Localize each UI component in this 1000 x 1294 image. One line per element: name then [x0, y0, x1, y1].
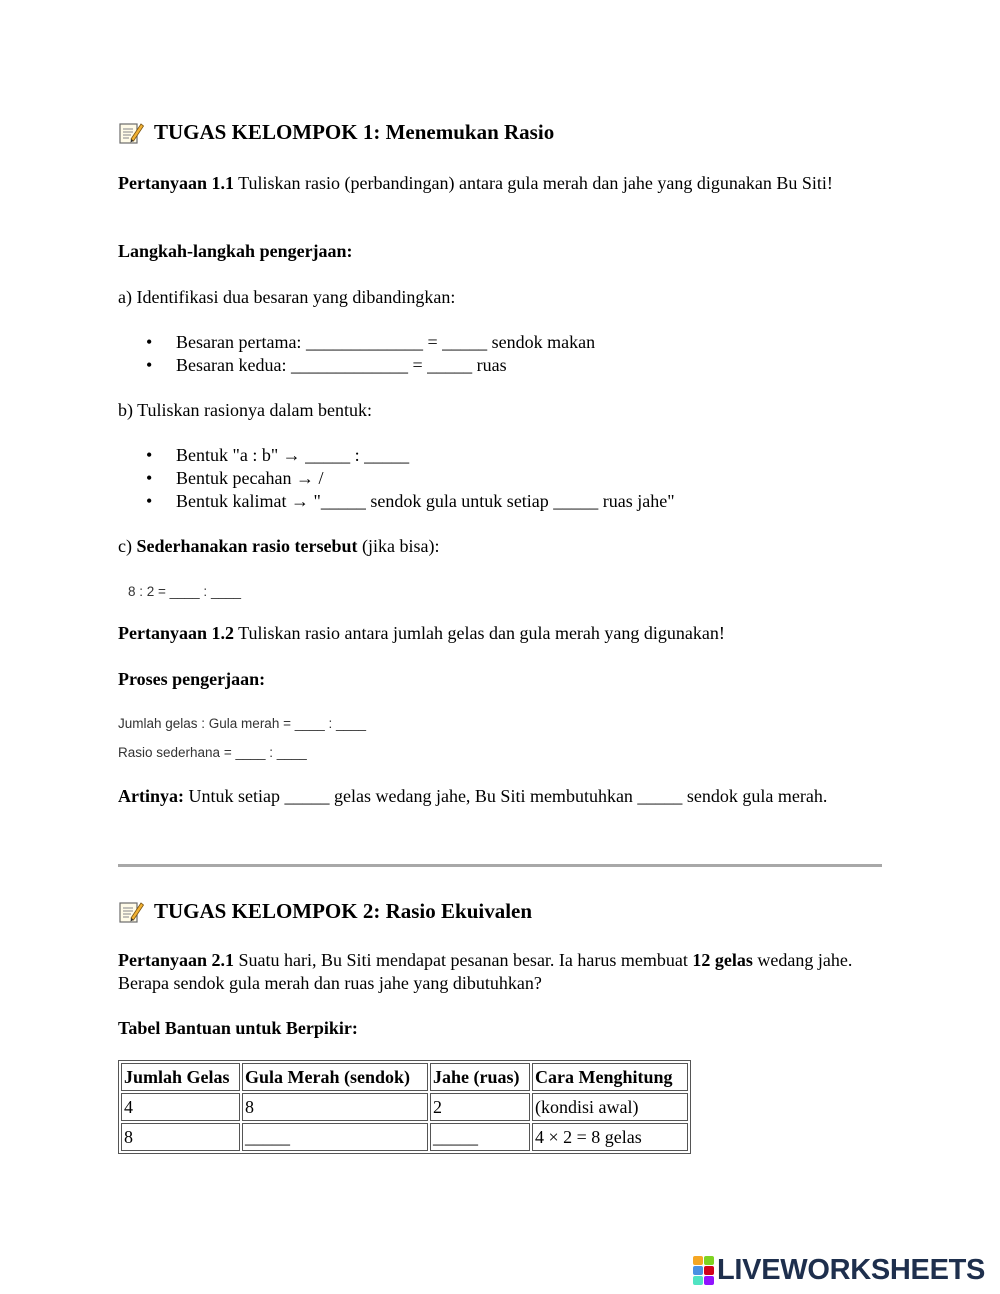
table-cell[interactable]: _____ [242, 1123, 428, 1151]
table-cell: 8 [121, 1123, 240, 1151]
logo-blocks-icon [693, 1256, 714, 1285]
question-2-1-bold: 12 gelas [692, 950, 753, 970]
question-1-1-text: Tuliskan rasio (perbandingan) antara gula merah dan jahe yang digunakan Bu Siti! [234, 173, 833, 193]
table-heading [118, 1017, 358, 1040]
list-item: • Bentuk kalimat → "_____ sendok gula untuk setiap _____ ruas jahe" [176, 490, 675, 513]
meaning-label: Artinya: [118, 786, 184, 806]
table-row [121, 1123, 688, 1151]
meaning-body: Untuk setiap _____ gelas wedang jahe, Bu Siti membutuhkan _____ sendok gula merah. [184, 786, 828, 806]
task2-title: TUGAS KELOMPOK 2: Rasio Ekuivalen [154, 899, 533, 923]
logo-text: LIVEWORKSHEETS [717, 1253, 986, 1286]
memo-icon [118, 121, 144, 145]
process-heading [118, 668, 265, 691]
question-1-2-label: Pertanyaan 1.2 [118, 623, 234, 643]
table-header-cell: Jahe (ruas) [430, 1063, 530, 1091]
help-table [118, 1060, 691, 1154]
table-heading-label: Tabel Bantuan untuk Berpikir: [118, 1018, 358, 1038]
process-line-2: Rasio sederhana = ____ : ____ [118, 745, 307, 760]
section-divider [118, 864, 882, 867]
table-cell[interactable]: _____ [430, 1123, 530, 1151]
list-item: • Bentuk pecahan → / [176, 467, 675, 490]
table-cell: 8 [242, 1093, 428, 1121]
table-header-row [121, 1063, 688, 1091]
meaning-text [118, 785, 858, 808]
steps-heading [118, 240, 353, 263]
step-c-bold: Sederhanakan rasio tersebut [136, 536, 358, 556]
task2-heading [118, 899, 532, 924]
table-cell: (kondisi awal) [532, 1093, 688, 1121]
process-line-1: Jumlah gelas : Gula merah = ____ : ____ [118, 716, 367, 731]
table-header-cell: Cara Menghitung [532, 1063, 688, 1091]
task1-title: TUGAS KELOMPOK 1: Menemukan Rasio [154, 120, 555, 144]
list-item: • Besaran kedua: _____________ = _____ ruas [176, 354, 595, 377]
step-a-list [118, 331, 595, 377]
question-2-1-text-b: wedang jahe. Berapa sendok gula merah dan ruas jahe yang dibutuhkan? [118, 950, 853, 993]
question-1-2-text: Tuliskan rasio antara jumlah gelas dan gula merah yang digunakan! [234, 623, 725, 643]
table-header-cell: Gula Merah (sendok) [242, 1063, 428, 1091]
table-header-cell: Jumlah Gelas [121, 1063, 240, 1091]
memo-icon [118, 900, 144, 924]
liveworksheets-logo [693, 1255, 985, 1285]
steps-heading-label: Langkah-langkah pengerjaan: [118, 241, 353, 261]
step-c-prefix: c) [118, 536, 137, 556]
list-item: • Besaran pertama: _____________ = _____ sendok makan [176, 331, 595, 354]
step-b-list [118, 444, 675, 513]
question-1-1-label: Pertanyaan 1.1 [118, 173, 234, 193]
list-item: • Bentuk "a : b" → _____ : _____ [176, 444, 675, 467]
table-cell: 2 [430, 1093, 530, 1121]
table-cell: 4 × 2 = 8 gelas [532, 1123, 688, 1151]
step-c-suffix: (jika bisa): [357, 536, 440, 556]
step-b: b) Tuliskan rasionya dalam bentuk: [118, 400, 372, 420]
step-c [118, 535, 439, 558]
question-1-2 [118, 622, 878, 645]
question-2-1-label: Pertanyaan 2.1 [118, 950, 234, 970]
process-heading-label: Proses pengerjaan: [118, 669, 266, 689]
question-2-1 [118, 949, 888, 995]
question-1-1 [118, 172, 878, 195]
step-a: a) Identifikasi dua besaran yang dibandingkan: [118, 287, 456, 307]
table-row [121, 1093, 688, 1121]
table-cell: 4 [121, 1093, 240, 1121]
question-2-1-text-a: Suatu hari, Bu Siti mendapat pesanan besar. Ia harus membuat [234, 950, 693, 970]
simplify-line: 8 : 2 = ____ : ____ [128, 584, 241, 599]
task1-heading [118, 120, 554, 145]
